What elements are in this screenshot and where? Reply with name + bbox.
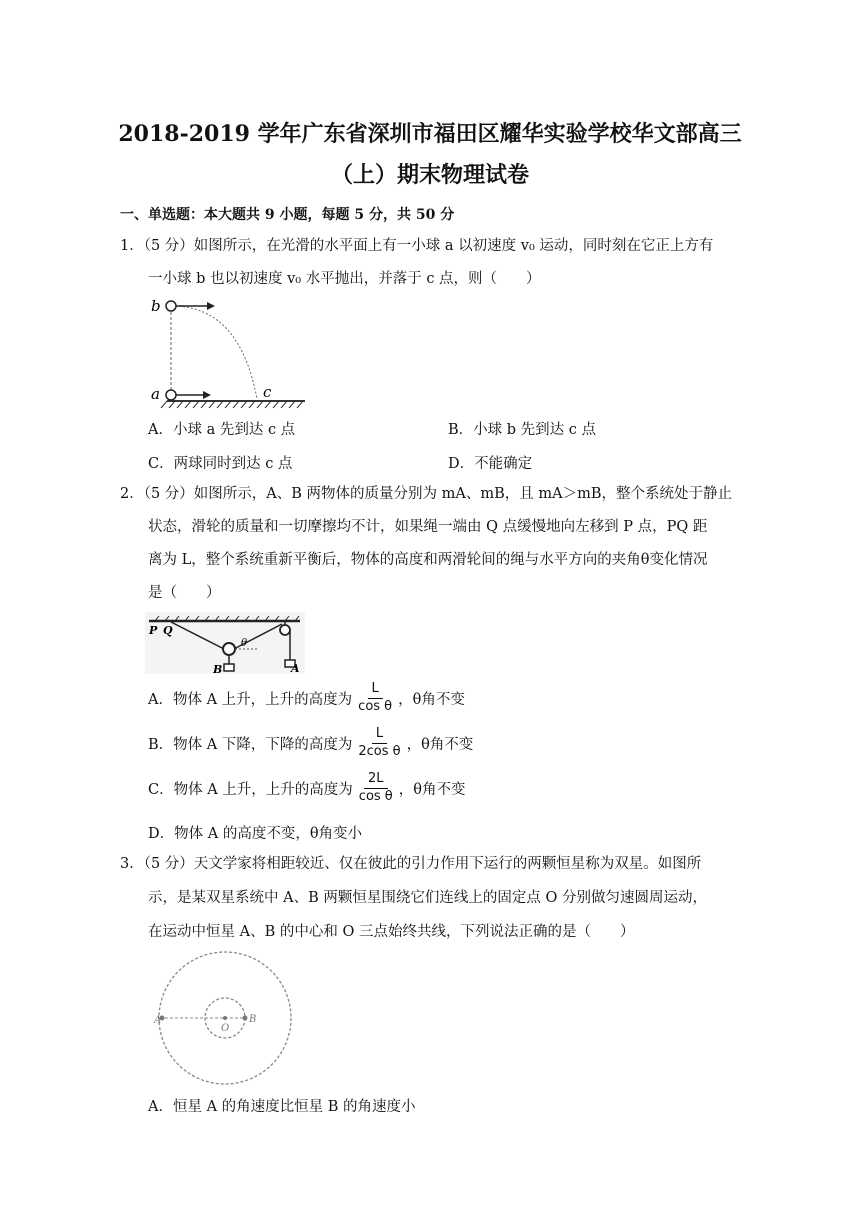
q3-line-1: 3．（5 分）天文学家将相距较近、仅在彼此的引力作用下运行的两颗恒星称为双星。如图所 (120, 856, 702, 872)
q2-line-4: 是（ ） (148, 585, 221, 601)
q1-label-a: a (151, 385, 160, 403)
q2-option-c-text: C．物体 A 上升，上升的高度为 (148, 781, 353, 798)
q2-option-c-fraction (355, 772, 397, 804)
title-line-2: （上）期末物理试卷 (330, 162, 529, 188)
q1-label-b: b (151, 297, 161, 315)
q2-option-a-numerator: L (368, 682, 383, 698)
q2-option-c-denominator: cos θ (358, 788, 393, 804)
q2-label-p: P (149, 624, 158, 637)
q2-option-b[interactable] (148, 725, 473, 761)
q2-label-q: Q (163, 624, 173, 637)
q1-line-1: 1．（5 分）如图所示，在光滑的水平面上有一小球 a 以初速度 v₀ 运动，同时刻在它正上方有 (120, 238, 714, 254)
q3-figure (150, 948, 300, 1088)
q2-line-2: 状态，滑轮的质量和一切摩擦均不计，如果绳一端由 Q 点缓慢地向左移到 P 点，PQ 距 (148, 519, 708, 535)
q2-option-b-fraction (354, 727, 404, 759)
q3-label-b: B (249, 1014, 257, 1025)
q2-option-a-denominator: cos θ (358, 698, 393, 714)
section-heading: 一、单选题：本大题共 9 小题，每题 5 分，共 50 分 (120, 207, 455, 223)
q1-label-c: c (263, 383, 272, 401)
title-line-1: 2018-2019 学年广东省深圳市福田区耀华实验学校华文部高三 (118, 121, 742, 147)
q2-option-c-numerator: 2L (364, 772, 388, 788)
q1-option-b[interactable]: B．小球 b 先到达 c 点 (448, 422, 596, 438)
q2-option-b-numerator: L (372, 727, 387, 743)
q2-option-a-suffix: ，θ角不变 (398, 691, 465, 708)
q2-option-a-text: A．物体 A 上升，上升的高度为 (148, 691, 353, 708)
q3-line-2: 示，是某双星系统中 A、B 两颗恒星围绕它们连线上的固定点 O 分别做匀速圆周运动， (148, 890, 707, 906)
q3-line-3: 在运动中恒星 A、B 的中心和 O 三点始终共线，下列说法正确的是（ ） (148, 924, 635, 940)
q3-label-a: A (154, 1015, 162, 1026)
q2-label-theta: θ (241, 638, 248, 649)
q2-option-c[interactable] (148, 770, 466, 806)
q2-line-1: 2．（5 分）如图所示，A、B 两物体的质量分别为 mA、mB，且 mA＞mB，整个系统处于静止 (120, 486, 733, 502)
q1-option-d[interactable]: D．不能确定 (448, 456, 533, 472)
q2-option-b-suffix: ，θ角不变 (406, 736, 474, 753)
q1-line-2: 一小球 b 也以初速度 v₀ 水平抛出，并落于 c 点，则（ ） (148, 271, 541, 287)
q2-option-a-fraction (354, 682, 396, 714)
q3-label-o: O (221, 1023, 230, 1034)
q3-option-a[interactable]: A．恒星 A 的角速度比恒星 B 的角速度小 (148, 1099, 416, 1115)
q2-option-d[interactable]: D．物体 A 的高度不变，θ角变小 (148, 826, 363, 842)
q2-option-b-denominator: 2cos θ (358, 743, 401, 759)
q2-option-c-suffix: ，θ角不变 (398, 781, 466, 798)
q2-figure (145, 612, 305, 674)
q2-option-a[interactable] (148, 680, 465, 716)
q2-line-3: 离为 L，整个系统重新平衡后，物体的高度和两滑轮间的绳与水平方向的夹角θ变化情况 (148, 552, 708, 568)
q2-label-a: A (291, 662, 300, 674)
q1-figure (145, 296, 310, 411)
q1-option-a[interactable]: A．小球 a 先到达 c 点 (148, 422, 296, 438)
q2-label-b: B (213, 663, 223, 674)
q1-option-c[interactable]: C．两球同时到达 c 点 (148, 456, 293, 472)
q2-option-b-text: B．物体 A 下降，下降的高度为 (148, 736, 353, 753)
